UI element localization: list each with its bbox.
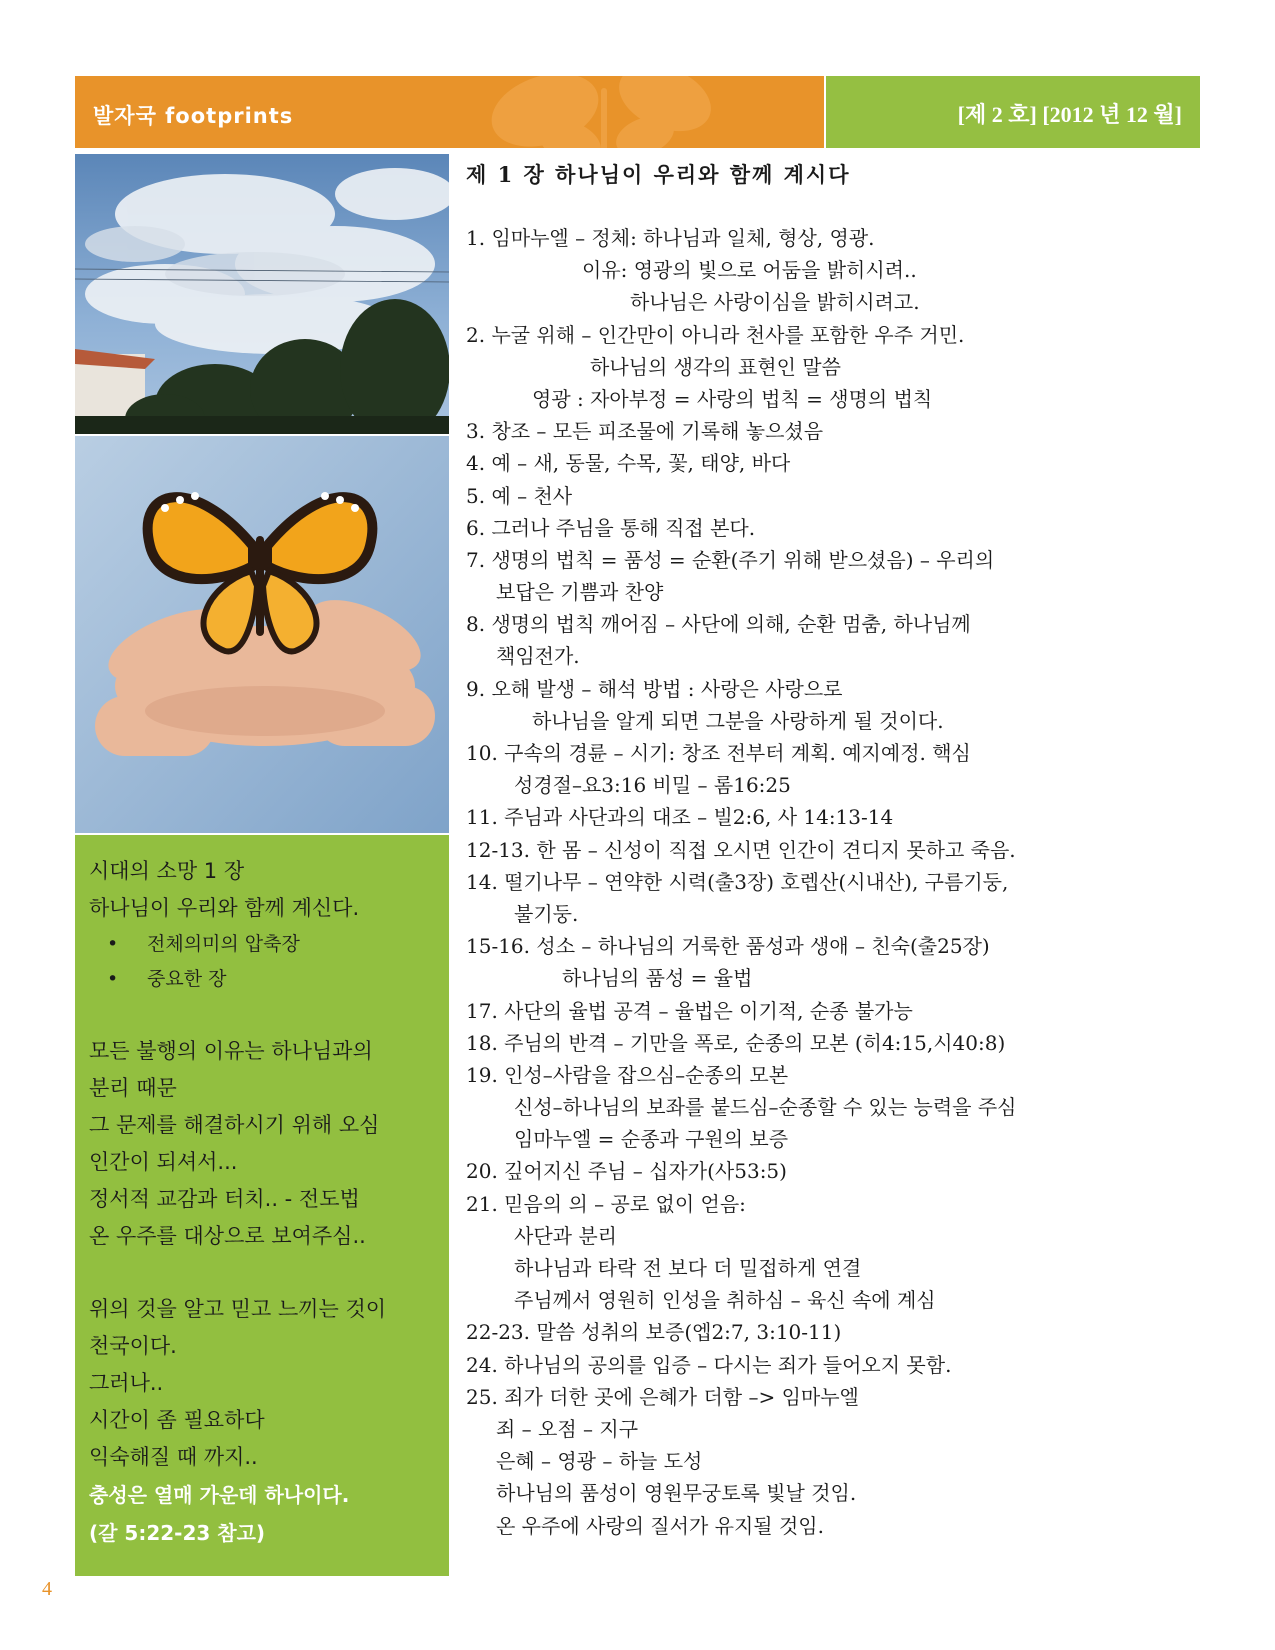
outline-line: 3. 창조 – 모든 피조물에 기록해 놓으셨음	[466, 419, 824, 444]
outline-line: 2. 누굴 위해 – 인간만이 아니라 천사를 포함한 우주 거민.	[466, 322, 965, 347]
outline-line: 10. 구속의 경륜 – 시기: 창조 전부터 계획. 예지예정. 핵심	[466, 741, 971, 765]
outline-line: 사단과 분리	[514, 1223, 617, 1248]
sidebar-bullet: • 전체의미의 압축장	[89, 927, 435, 962]
outline-line: 하나님을 알게 되면 그분을 사랑하게 될 것이다.	[532, 708, 944, 733]
outline-line: 온 우주에 사랑의 질서가 유지될 것임.	[496, 1513, 824, 1538]
sidebar-line: 모든 불행의 이유는 하나님과의	[89, 1039, 373, 1063]
sidebar-line: 시대의 소망 1 장	[89, 859, 245, 883]
sidebar-line: 온 우주를 대상으로 보여주심..	[89, 1224, 366, 1248]
outline-line: 12-13. 한 몸 – 신성이 직접 오시면 인간이 견디지 못하고 죽음.	[466, 837, 1016, 862]
outline-line: 6. 그러나 주님을 통해 직접 본다.	[466, 515, 756, 540]
outline-line: 영광 : 자아부정 = 사랑의 법칙 = 생명의 법칙	[532, 386, 933, 411]
outline-line: 22-23. 말씀 성취의 보증(엡2:7, 3:10-11)	[466, 1320, 842, 1345]
outline-line: 하나님은 사랑이심을 밝히시려고.	[630, 290, 920, 315]
outline-line: 1. 임마누엘 – 정체: 하나님과 일체, 형상, 영광.	[466, 226, 875, 250]
outline-line: 25. 죄가 더한 곳에 은혜가 더함 –> 임마누엘	[466, 1384, 859, 1409]
butterfly-hands-photo	[75, 436, 449, 833]
outline-line: 하나님과 타락 전 보다 더 밀접하게 연결	[514, 1256, 862, 1280]
outline-line: 15-16. 성소 – 하나님의 거룩한 품성과 생애 – 친숙(출25장)	[466, 934, 990, 959]
outline-line: 14. 떨기나무 – 연약한 시력(출3장) 호렙산(시내산), 구름기둥,	[466, 869, 1009, 894]
sidebar-line: 천국이다.	[89, 1334, 177, 1358]
outline-line: 20. 깊어지신 주님 – 십자가(사53:5)	[466, 1159, 787, 1184]
outline-line: 11. 주님과 사단과의 대조 – 빌2:6, 사 14:13-14	[466, 805, 894, 830]
outline-line: 임마누엘 = 순종과 구원의 보증	[514, 1127, 789, 1152]
outline-line: 보답은 기쁨과 찬양	[496, 580, 664, 605]
outline-line: 18. 주님의 반격 – 기만을 폭로, 순종의 모본 (히4:15,시40:8)	[466, 1030, 1006, 1055]
sidebar-line: 정서적 교감과 터치.. - 전도법	[89, 1187, 360, 1211]
page-number: 4	[42, 1578, 52, 1600]
masthead-title: 발자국 footprints	[93, 104, 294, 128]
sidebar-line: 그러나..	[89, 1371, 164, 1395]
sidebar-bullet: • 중요한 장	[89, 962, 435, 997]
issue-label: [제 2 호] [2012 년 12 월]	[957, 102, 1182, 127]
outline-line: 신성–하나님의 보좌를 붙드심–순종할 수 있는 능력을 주심	[514, 1095, 1017, 1120]
sidebar-line: 위의 것을 알고 믿고 느끼는 것이	[89, 1297, 387, 1321]
outline-line: 이유: 영광의 빛으로 어둠을 밝히시려..	[582, 258, 917, 283]
outline-line: 21. 믿음의 의 – 공로 없이 얻음:	[466, 1191, 746, 1216]
outline-line: 5. 예 – 천사	[466, 483, 573, 508]
outline-line: 주님께서 영원히 인성을 취하심 – 육신 속에 계심	[514, 1288, 936, 1313]
outline-line: 하나님의 생각의 표현인 말씀	[590, 354, 841, 379]
sky-photo	[75, 154, 449, 434]
butterfly-watermark-icon	[475, 76, 775, 148]
outline-line: 하나님의 품성 = 율법	[562, 966, 753, 991]
sidebar-line: 분리 때문	[89, 1076, 177, 1100]
outline-line: 하나님의 품성이 영원무궁토록 빛날 것임.	[496, 1481, 857, 1506]
outline-line: 죄 – 오점 – 지구	[496, 1416, 639, 1441]
sidebar-highlight: (갈 5:22-23 참고)	[89, 1521, 266, 1545]
outline-line: 7. 생명의 법칙 = 품성 = 순환(주기 위해 받으셨음) – 우리의	[466, 547, 995, 572]
outline-line: 19. 인성–사람을 잡으심–순종의 모본	[466, 1062, 789, 1087]
header-bar-orange	[75, 76, 824, 148]
outline-line: 책임전가.	[496, 644, 580, 669]
header-bar-green	[826, 76, 1200, 148]
sidebar-line: 그 문제를 해결하시기 위해 오심	[89, 1113, 380, 1137]
outline-list	[466, 222, 1196, 1542]
outline-line: 성경절–요3:16 비밀 – 롬16:25	[514, 773, 791, 798]
main-content	[466, 160, 1196, 1542]
chapter-title: 제 1 장 하나님이 우리와 함께 계시다	[466, 162, 851, 187]
outline-line: 9. 오해 발생 – 해석 방법 : 사랑은 사랑으로	[466, 676, 843, 701]
outline-line: 17. 사단의 율법 공격 – 율법은 이기적, 순종 불가능	[466, 998, 913, 1023]
outline-line: 불기둥.	[514, 901, 579, 926]
sidebar-line: 하나님이 우리와 함께 계신다.	[89, 896, 360, 920]
outline-line: 24. 하나님의 공의를 입증 – 다시는 죄가 들어오지 못함.	[466, 1352, 952, 1377]
sidebar-summary	[75, 835, 449, 1576]
sidebar-line: 인간이 되셔서...	[89, 1150, 238, 1174]
sidebar-line: 익숙해질 때 까지..	[89, 1445, 258, 1469]
outline-line: 4. 예 – 새, 동물, 수목, 꽃, 태양, 바다	[466, 451, 791, 476]
sidebar-highlight: 충성은 열매 가운데 하나이다.	[89, 1483, 350, 1507]
outline-line: 8. 생명의 법칙 깨어짐 – 사단에 의해, 순환 멈춤, 하나님께	[466, 612, 971, 637]
sidebar-line: 시간이 좀 필요하다	[89, 1408, 265, 1432]
outline-line: 은혜 – 영광 – 하늘 도성	[496, 1449, 703, 1474]
